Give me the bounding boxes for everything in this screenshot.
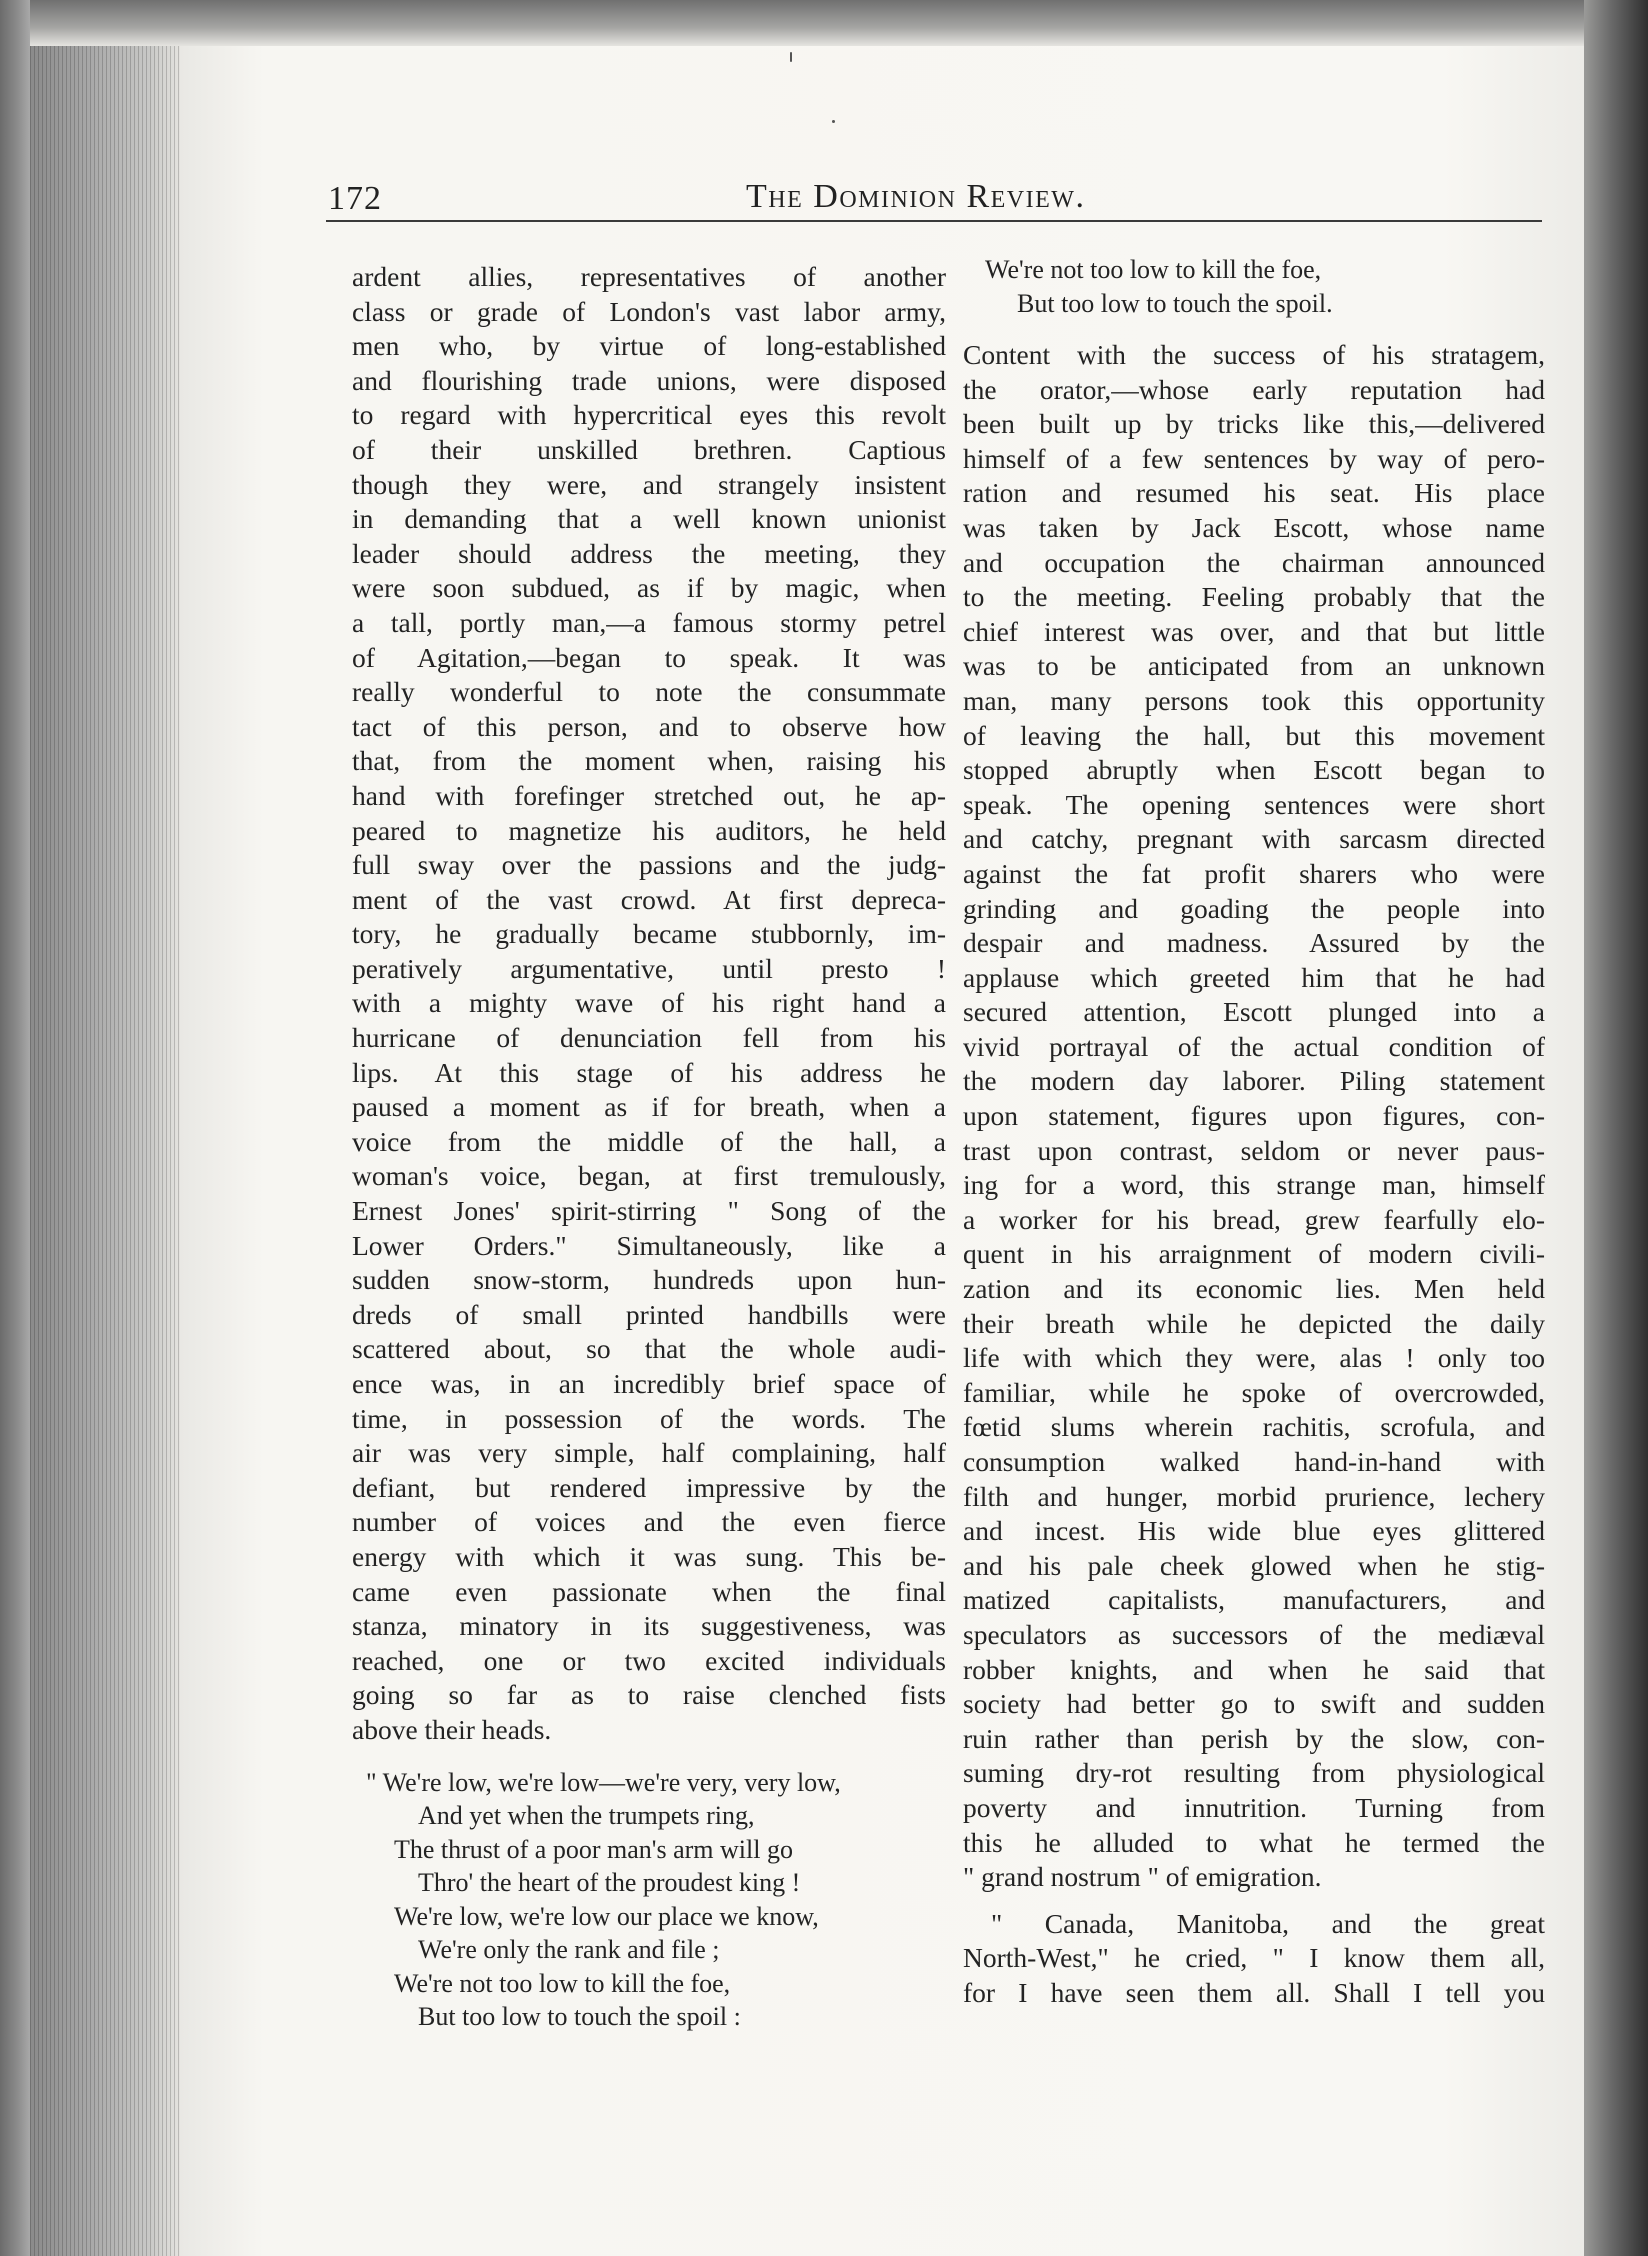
text-line: and incest. His wide blue eyes glittered	[963, 1515, 1545, 1547]
text-line: hurricane of denunciation fell from his	[352, 1022, 946, 1054]
verse-line: The thrust of a poor man's arm will go	[394, 1834, 793, 1864]
verse-line: And yet when the trumpets ring,	[418, 1801, 755, 1831]
text-line: sudden snow-storm, hundreds upon hun-	[352, 1264, 946, 1296]
text-line: time, in possession of the words. The	[352, 1402, 946, 1434]
verse-line: We're only the rank and file ;	[418, 1935, 720, 1965]
page-number: 172	[328, 180, 382, 217]
text-line: ardent allies, representatives of another	[352, 261, 946, 292]
text-line: was taken by Jack Escott, whose name	[963, 511, 1545, 543]
text-line: society had better go to swift and sudden	[963, 1688, 1545, 1720]
text-line: despair and madness. Assured by the	[963, 927, 1545, 959]
text-line: class or grade of London's vast labor army,	[352, 295, 946, 327]
running-header	[326, 168, 1542, 222]
verse-line: But too low to touch the spoil :	[418, 2002, 741, 2032]
text-line: their breath while he depicted the daily	[963, 1307, 1545, 1339]
text-line: ration and resumed his seat. His place	[963, 477, 1545, 509]
text-line: tact of this person, and to observe how	[352, 710, 946, 742]
text-line: himself of a few sentences by way of pero-	[963, 442, 1545, 474]
text-line: of Agitation,—began to speak. It was	[352, 641, 946, 673]
text-line: suming dry-rot resulting from physiological	[963, 1757, 1545, 1789]
text-line: to regard with hypercritical eyes this revolt	[352, 399, 946, 431]
text-line: secured attention, Escott plunged into a	[963, 996, 1545, 1028]
text-line: been built up by tricks like this,—delivered	[963, 408, 1545, 440]
text-line: energy with which it was sung. This be-	[352, 1540, 946, 1572]
spacer	[963, 1895, 1545, 1907]
text-line: speculators as successors of the mediæval	[963, 1618, 1545, 1650]
text-line: scattered about, so that the whole audi-	[352, 1333, 946, 1365]
text-line: the orator,—whose early reputation had	[963, 373, 1545, 405]
text-line: that, from the moment when, raising his	[352, 745, 946, 777]
text-line: lips. At this stage of his address he	[352, 1056, 946, 1088]
text-line: were soon subdued, as if by magic, when	[352, 572, 946, 604]
text-line: trast upon contrast, seldom or never paus-	[963, 1134, 1545, 1166]
text-line: hand with forefinger stretched out, he ap-	[352, 779, 946, 811]
text-line: a tall, portly man,—a famous stormy petrel	[352, 606, 946, 638]
text-line: zation and its economic lies. Men held	[963, 1273, 1545, 1305]
text-line: of their unskilled brethren. Captious	[352, 433, 946, 465]
text-line: ence was, in an incredibly brief space of	[352, 1368, 946, 1399]
ink-speck	[790, 52, 792, 62]
text-line: dreds of small printed handbills were	[352, 1298, 946, 1330]
text-line: upon statement, figures upon figures, con-	[963, 1100, 1545, 1132]
text-line: men who, by virtue of long-established	[352, 330, 946, 362]
text-line: filth and hunger, morbid prurience, lechery	[963, 1480, 1545, 1512]
spacer	[963, 320, 1545, 338]
text-line: full sway over the passions and the judg-	[352, 849, 946, 881]
text-line: chief interest was over, and that but little	[963, 615, 1545, 647]
text-line: familiar, while he spoke of overcrowded,	[963, 1376, 1545, 1408]
right-column	[963, 253, 1545, 2011]
text-line: ment of the vast crowd. At first depreca-	[352, 883, 946, 915]
text-line: robber knights, and when he said that	[963, 1653, 1545, 1685]
text-line: for I have seen them all. Shall I tell you	[963, 1976, 1545, 2008]
text-line: vivid portrayal of the actual condition of	[963, 1030, 1545, 1062]
text-line: a worker for his bread, grew fearfully elo-	[963, 1203, 1545, 1235]
text-line: matized capitalists, manufacturers, and	[963, 1584, 1545, 1616]
text-line: Content with the success of his stratagem,	[963, 339, 1545, 370]
spacer	[352, 1748, 946, 1766]
verse-line: " We're low, we're low—we're very, very low,	[366, 1767, 841, 1797]
text-line: stopped abruptly when Escott began to	[963, 754, 1545, 786]
text-line: " Canada, Manitoba, and the great	[991, 1907, 1545, 1939]
verse-line: We're not too low to kill the foe,	[985, 255, 1322, 284]
text-line: North-West," he cried, " I know them all,	[963, 1942, 1545, 1974]
text-line: and flourishing trade unions, were disposed	[352, 364, 946, 396]
text-line: and his pale cheek glowed when he stig-	[963, 1549, 1545, 1581]
text-line: number of voices and the even fierce	[352, 1506, 946, 1538]
text-line: in demanding that a well known unionist	[352, 503, 946, 535]
text-line: above their heads.	[352, 1713, 552, 1745]
verse-line: But too low to touch the spoil.	[1017, 288, 1333, 318]
text-line: speak. The opening sentences were short	[963, 788, 1545, 820]
book-spine-shadow	[0, 0, 30, 2256]
text-line: going so far as to raise clenched fists	[352, 1679, 946, 1711]
text-line: peratively argumentative, until presto !	[352, 952, 946, 984]
text-line: with a mighty wave of his right hand a	[352, 987, 946, 1019]
text-line: grinding and goading the people into	[963, 892, 1545, 924]
running-title: The Dominion Review.	[746, 178, 1086, 215]
text-line: paused a moment as if for breath, when a	[352, 1091, 946, 1123]
text-line: ing for a word, this strange man, himself	[963, 1169, 1545, 1201]
text-line: peared to magnetize his auditors, he held	[352, 814, 946, 846]
text-line: Ernest Jones' spirit-stirring " Song of the	[352, 1195, 946, 1227]
text-line: fœtid slums wherein rachitis, scrofula, and	[963, 1411, 1545, 1443]
text-line: reached, one or two excited individuals	[352, 1644, 946, 1676]
text-line: against the fat profit sharers who were	[963, 857, 1545, 889]
text-line: was to be anticipated from an unknown	[963, 650, 1545, 682]
text-line: stanza, minatory in its suggestiveness, was	[352, 1610, 946, 1642]
text-line: and occupation the chairman announced	[963, 546, 1545, 578]
text-line: consumption walked hand-in-hand with	[963, 1446, 1545, 1477]
verse-line: Thro' the heart of the proudest king !	[418, 1868, 801, 1898]
text-line: " grand nostrum " of emigration.	[963, 1861, 1322, 1893]
verse-line: We're not too low to kill the foe,	[394, 1968, 731, 1998]
text-line: life with which they were, alas ! only too	[963, 1342, 1545, 1374]
text-line: though they were, and strangely insistent	[352, 468, 946, 500]
text-line: man, many persons took this opportunity	[963, 684, 1545, 716]
text-line: came even passionate when the final	[352, 1575, 946, 1607]
text-line: and catchy, pregnant with sarcasm directed	[963, 823, 1545, 855]
text-line: poverty and innutrition. Turning from	[963, 1791, 1545, 1823]
text-line: tory, he gradually became stubbornly, im-	[352, 918, 946, 950]
text-line: Lower Orders." Simultaneously, like a	[352, 1229, 946, 1261]
text-line: ruin rather than perish by the slow, con-	[963, 1722, 1545, 1754]
text-line: to the meeting. Feeling probably that the	[963, 581, 1545, 613]
page-edges	[30, 0, 180, 2256]
text-line: applause which greeted him that he had	[963, 961, 1545, 993]
top-shadow	[30, 0, 1648, 46]
right-shadow	[1584, 0, 1648, 2256]
verse-line: We're low, we're low our place we know,	[394, 1901, 819, 1931]
text-line: the modern day laborer. Piling statement	[963, 1065, 1545, 1097]
text-line: defiant, but rendered impressive by the	[352, 1471, 946, 1503]
text-line: voice from the middle of the hall, a	[352, 1125, 946, 1157]
text-line: really wonderful to note the consummate	[352, 676, 946, 708]
text-line: quent in his arraignment of modern civili-	[963, 1238, 1545, 1270]
ink-speck	[832, 120, 835, 123]
text-line: leader should address the meeting, they	[352, 537, 946, 569]
text-line: air was very simple, half complaining, half	[352, 1437, 946, 1469]
text-line: this he alluded to what he termed the	[963, 1826, 1545, 1858]
text-line: of leaving the hall, but this movement	[963, 719, 1545, 751]
text-line: woman's voice, began, at first tremulously,	[352, 1160, 946, 1192]
left-column	[352, 260, 946, 2034]
